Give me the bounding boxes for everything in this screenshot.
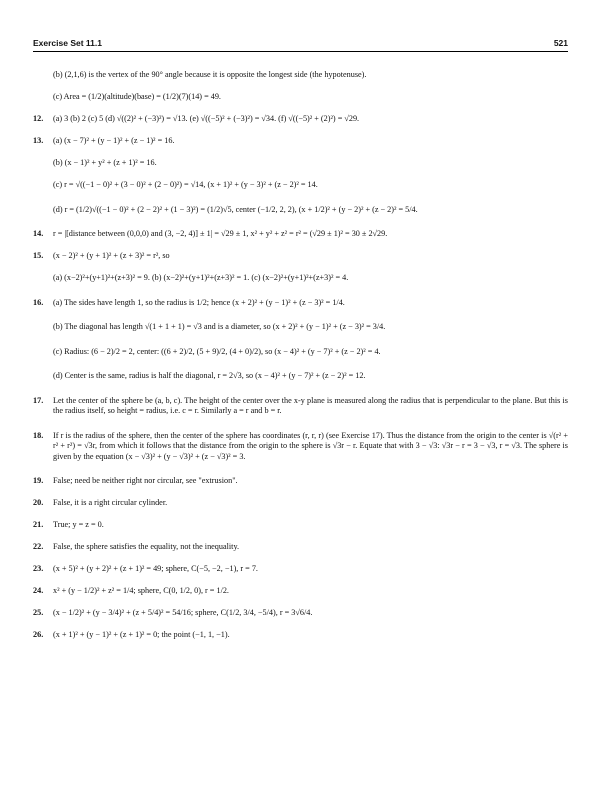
page-header: [33, 38, 568, 52]
entry-16d: (d) Center is the same, radius is half the diagonal, r = 2√3, so (x − 4)² + (y − 7)² + (z − 2)² = 12.: [53, 371, 366, 380]
exercise-12: [33, 114, 568, 125]
page-number: 521: [553, 38, 568, 48]
entry-13d: (d) r = (1/2)√((−1 − 0)² + (2 − 2)² + (1 − 3)²) = (1/2)√5, center (−1/2, 2, 2), (x + 1/2)² + (y − 2)² + (z − 2)² = 5/4.: [53, 204, 418, 214]
exercise-24: [33, 586, 568, 597]
exercise-18: [33, 431, 568, 463]
exercise-number: 18.: [33, 430, 44, 440]
entry-13c: (c) r = √((−1 − 0)² + (3 − 0)² + (2 − 0)²) = √14, (x + 1)² + (y − 3)² + (z − 2)² = 14.: [53, 180, 318, 189]
exercise-number: 24.: [33, 586, 44, 595]
entry-16b: (b) The diagonal has length √(1 + 1 + 1) = √3 and is a diameter, so (x + 2)² + (y − 1)² + (z − 3)² = 3/4.: [53, 322, 386, 331]
exercise-23: [33, 564, 568, 575]
exercise-text: x² + (y − 1/2)² + z² = 1/4; sphere, C(0, 1/2, 0), r = 1/2.: [53, 586, 229, 595]
section-title: Exercise Set 11.1: [33, 38, 103, 48]
exercise-25: [33, 608, 568, 619]
exercise-13: [33, 136, 568, 147]
exercise-number: 19.: [33, 476, 44, 485]
exercise-15: [33, 251, 568, 262]
entry-13b: (b) (x − 1)² + y² + (z + 1)² = 16.: [53, 158, 157, 167]
exercise-19: [33, 476, 568, 487]
exercise-21: [33, 520, 568, 531]
exercise-text: (a) The sides have length 1, so the radius is 1/2; hence (x + 2)² + (y − 1)² + (z − 3)² = 1/4.: [53, 297, 345, 307]
exercise-number: 22.: [33, 542, 44, 551]
exercise-20: [33, 498, 568, 509]
exercise-number: 26.: [33, 630, 44, 639]
exercise-number: 14.: [33, 229, 44, 238]
exercise-text: (x + 1)² + (y − 1)² + (z + 1)² = 0; the point (−1, 1, −1).: [53, 630, 230, 639]
exercise-text: True; y = z = 0.: [53, 520, 104, 529]
exercise-number: 16.: [33, 297, 44, 307]
exercise-number: 15.: [33, 251, 44, 260]
exercise-number: 23.: [33, 564, 44, 573]
exercise-16: [33, 298, 568, 309]
solutions-list: [33, 70, 568, 641]
exercise-26: [33, 630, 568, 641]
exercise-number: 20.: [33, 498, 44, 507]
exercise-number: 25.: [33, 608, 44, 617]
exercise-text: (x − 1/2)² + (y − 3/4)² + (z + 5/4)² = 54/16; sphere, C(1/2, 3/4, −5/4), r = 3√6/4.: [53, 608, 313, 617]
exercise-text: False, it is a right circular cylinder.: [53, 498, 168, 507]
exercise-text: Let the center of the sphere be (a, b, c). The height of the center over the x-y plane is measured along the radius that is perpendicular to the plane. But this is the radius itself, so height = radius, i.e. c = r. Similarly a = r and b = r.: [53, 395, 568, 415]
exercise-text: (x + 5)² + (y + 2)² + (z + 1)² = 49; sphere, C(−5, −2, −1), r = 7.: [53, 564, 258, 573]
exercise-text: (a) (x − 7)² + (y − 1)² + (z − 1)² = 16.: [53, 136, 175, 145]
exercise-text: (a) 3 (b) 2 (c) 5 (d) √((2)² + (−3)²) = √13. (e) √((−5)² + (−3)²) = √34. (f) √((−5)² + (2)²) = √29.: [53, 114, 360, 123]
exercise-number: 21.: [33, 520, 44, 529]
entry-11c: (c) Area = (1/2)(altitude)(base) = (1/2)(7)(14) = 49.: [53, 92, 221, 101]
exercise-text: False; need be neither right nor circular, see "extrusion".: [53, 476, 238, 485]
exercise-22: [33, 542, 568, 553]
exercise-text: r = |[distance between (0,0,0) and (3, −2, 4)] ± 1| = √29 ± 1, x² + y² + z² = r² = (√29 ± 1)² = 30 ± 2√29.: [53, 229, 388, 238]
exercise-text: (x − 2)² + (y + 1)² + (z + 3)² = r², so: [53, 251, 170, 260]
exercise-17: [33, 396, 568, 417]
entry-16c: (c) Radius: (6 − 2)/2 = 2, center: ((6 + 2)/2, (5 + 9)/2, (4 + 0)/2), so (x − 4)² + (y − 7)² + (z − 2)² = 4.: [53, 346, 381, 356]
exercise-text: False, the sphere satisfies the equality, not the inequality.: [53, 542, 240, 551]
entry-15-parts: (a) (x−2)²+(y+1)²+(z+3)² = 9. (b) (x−2)²+(y+1)²+(z+3)² = 1. (c) (x−2)²+(y+1)²+(z+3)² = 4.: [53, 273, 349, 282]
exercise-number: 13.: [33, 136, 44, 145]
exercise-text: If r is the radius of the sphere, then the center of the sphere has coordinates (r, r, r) (see Exercise 17). Thus the distance from the origin to the center is √(r² + r² + r²) = √3r, from which it follows that the distance from the origin to the sphere is √3r − r. Equate that with 3 − √3: √3r − r = 3 − √3, r = √3. The sphere is given by the equation (x − √3)² + (y − √3)² + (z − √3)² = 3.: [53, 430, 568, 461]
exercise-number: 12.: [33, 114, 44, 123]
exercise-number: 17.: [33, 395, 44, 405]
entry-11b: (b) (2,1,6) is the vertex of the 90° angle because it is opposite the longest side (the hypotenuse).: [53, 70, 367, 79]
exercise-14: [33, 229, 568, 240]
